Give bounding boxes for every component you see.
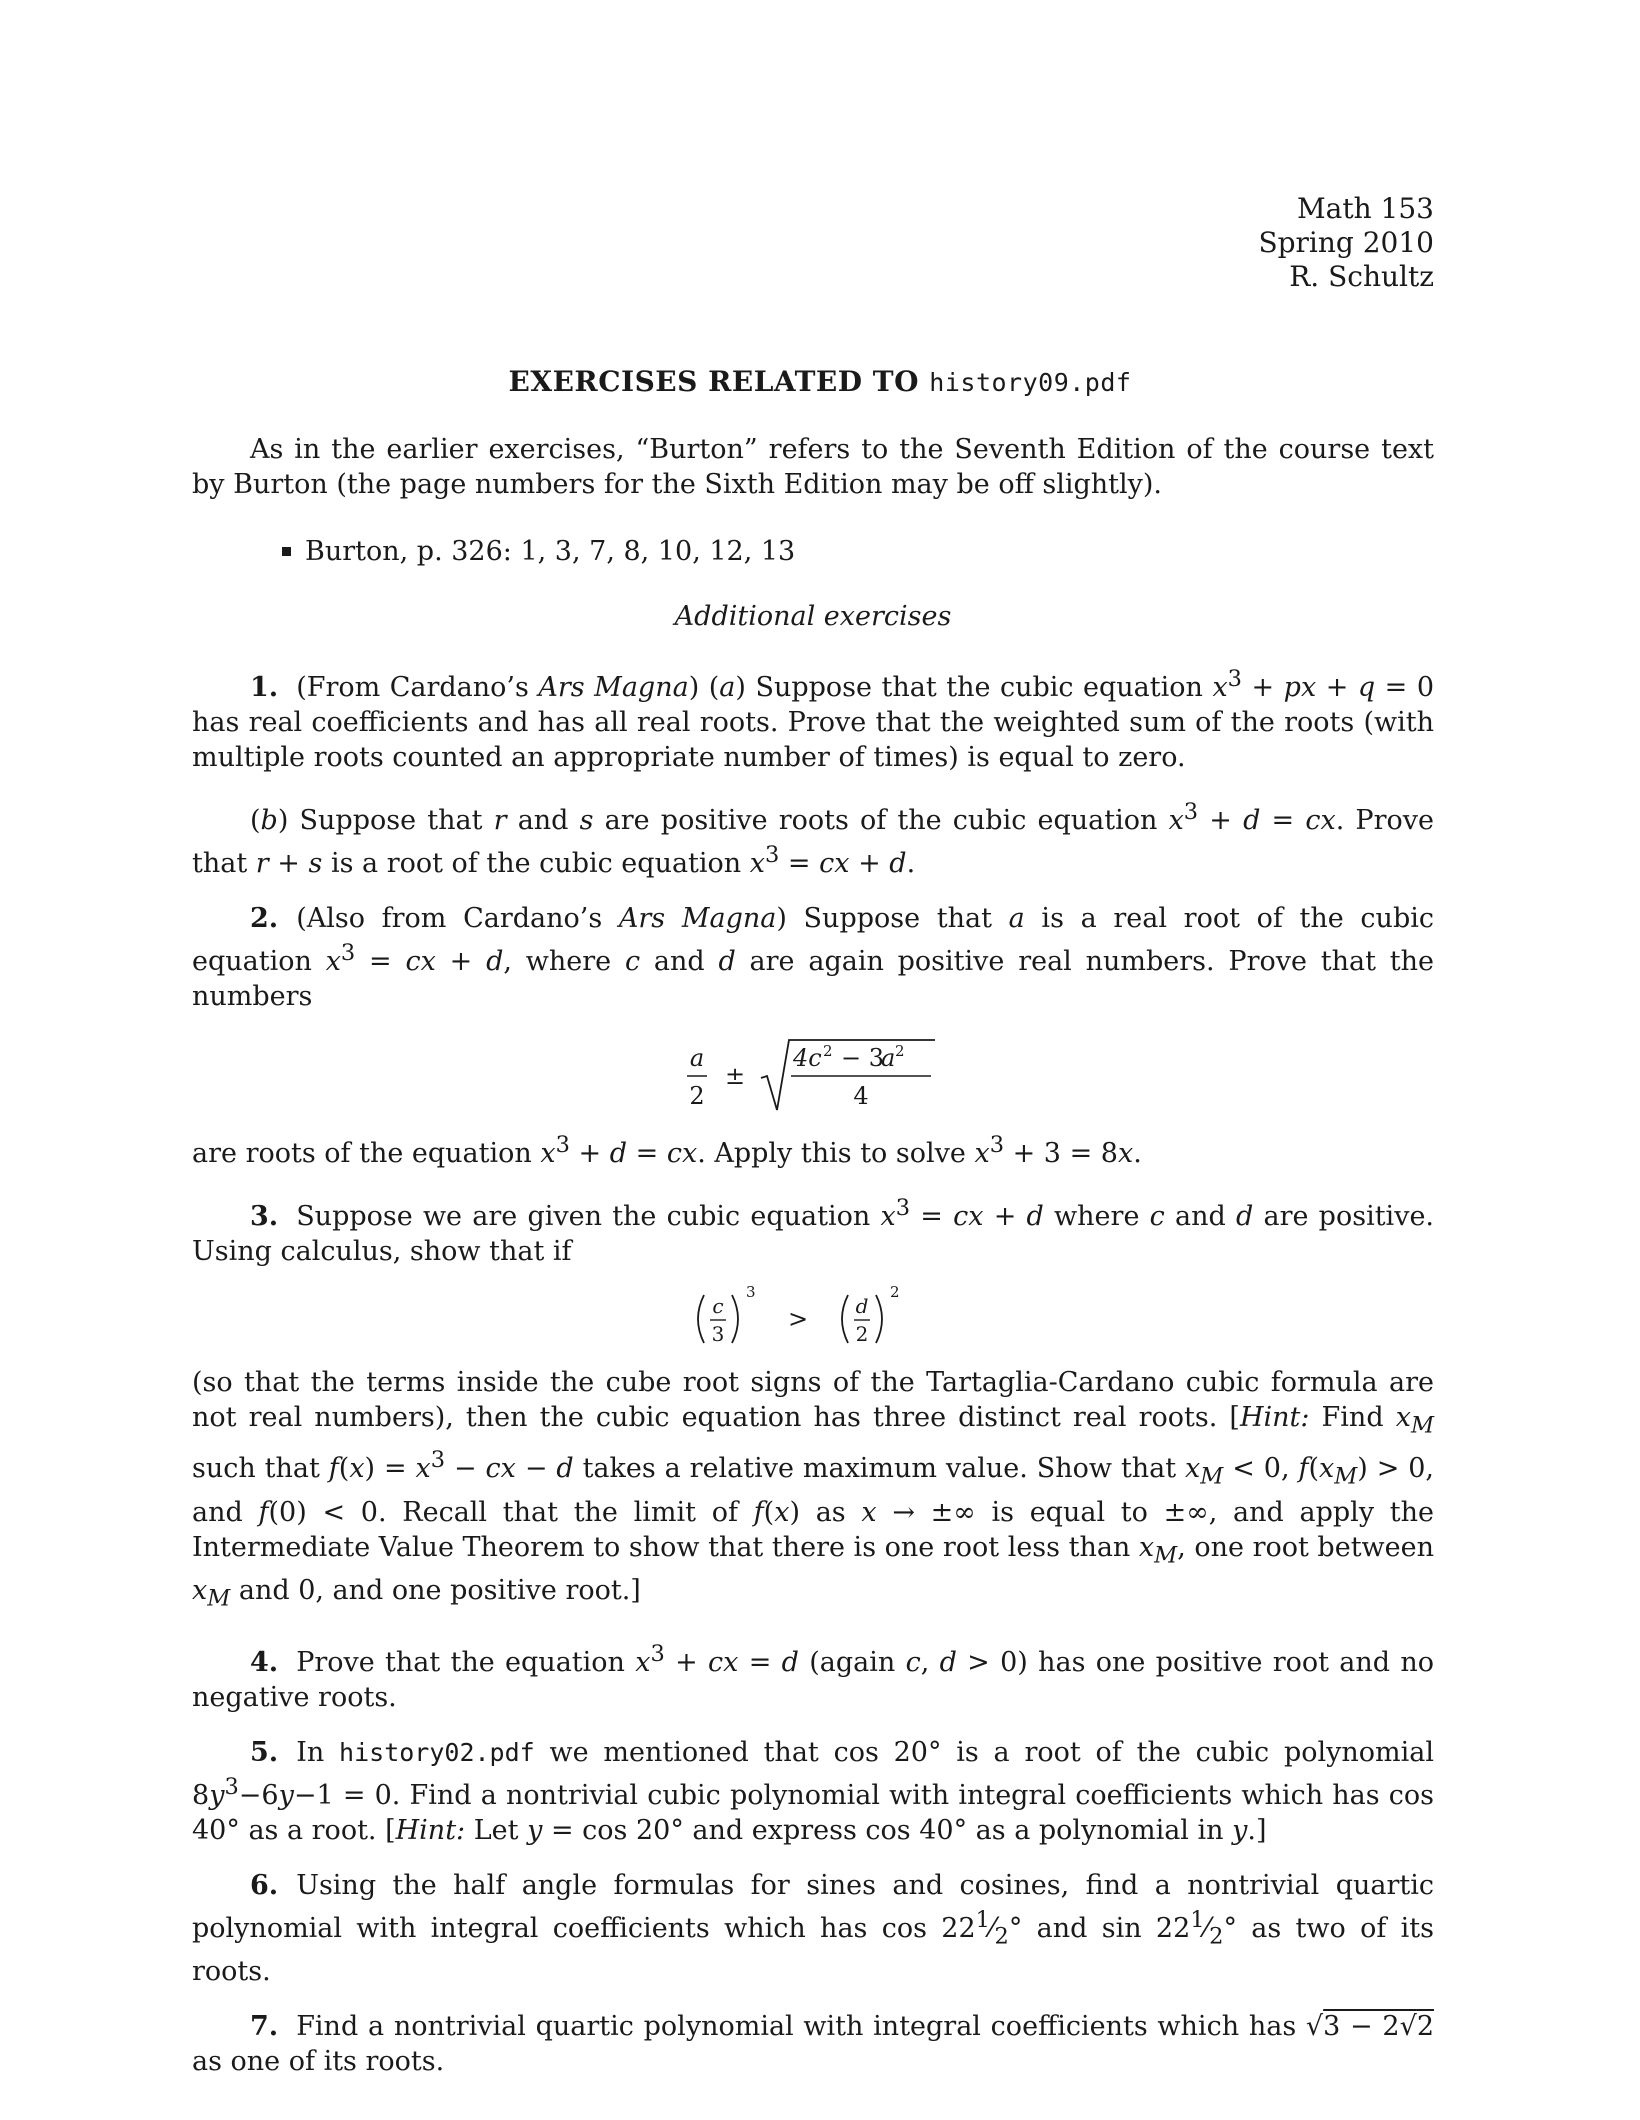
svg-text:2: 2 <box>890 1283 900 1301</box>
exercise-3-continued: (so that the terms inside the cube root signs of the Tartaglia-Cardano cubic formula are not real numbers), then the cubic equation has three distinct real roots. [Hint: Find $x_M$ such that $f(x) = x^3$ − cx − d takes a relative maximum value. Show that $x_M < 0$, $f(x_M) > 0$, and f(0) < 0. Recall that the limit of f(x) as x → ±∞ is equal to ±∞, and apply the Intermediate Value Theorem to show that there is one root less than $x_M$, one root between $x_M$ and 0, and one positive root.] <box>192 1367 1435 1612</box>
svg-text:3: 3 <box>746 1283 756 1301</box>
equation-roots-formula <box>192 1032 1434 1118</box>
svg-text:±: ± <box>724 1062 746 1090</box>
course-term: Spring 2010 <box>1258 226 1434 259</box>
formula-graphic <box>683 1032 943 1118</box>
exercise-number: 7. <box>250 2010 279 2042</box>
svg-text:a: a <box>881 1044 896 1072</box>
svg-text:3: 3 <box>711 1322 725 1346</box>
intro-paragraph: As in the earlier exercises, “Burton” refers to the Seventh Edition of the course text by Burton (the page numbers for the Sixth Edition may be off slightly). <box>192 434 1434 500</box>
svg-text:>: > <box>787 1305 809 1333</box>
svg-text:d: d <box>855 1294 869 1318</box>
assignment-text: Burton, p. 326: 1, 3, 7, 8, 10, 12, 13 <box>305 536 796 567</box>
bullet-square-icon <box>282 547 291 556</box>
exercise-1-part-a: 1. (From Cardano’s Ars Magna) (a) Suppose that the cubic equation $x^3$ + px + q = 0 has real coefficients and has all real roots. Prove that the weighted sum of the roots (with multiple roots counted an appropriate number of times) is equal to zero. <box>192 666 1434 773</box>
title-text: EXERCISES RELATED TO <box>508 365 920 398</box>
svg-text:2: 2 <box>895 1042 905 1060</box>
title-filename: history09.pdf <box>929 368 1132 397</box>
document-body <box>192 432 1434 2079</box>
exercise-number: 3. <box>250 1201 279 1232</box>
course-header <box>1258 192 1434 294</box>
exercise-number: 4. <box>250 1646 279 1678</box>
exercise-number: 1. <box>250 672 279 703</box>
svg-text:2: 2 <box>689 1082 705 1110</box>
course-name: Math 153 <box>1297 192 1434 225</box>
svg-text:a: a <box>689 1044 705 1072</box>
section-subheading: Additional exercises <box>674 601 952 632</box>
inequality-graphic <box>688 1275 938 1355</box>
exercise-5: 5. In history02.pdf we mentioned that cos 20° is a root of the cubic polynomial $8y^3-6y-1 = 0$. Find a nontrivial cubic polynomial with integral coefficients which has cos 40° as a root. [Hint: Let y = cos 20° and express cos 40° as a polynomial in y.] <box>192 1736 1434 1846</box>
exercise-1-part-b: (b) Suppose that r and s are positive roots of the cubic equation $x^3 + d$ = cx. Prove that r + s is a root of the cubic equation $x^3$ = cx + d. <box>192 799 1434 879</box>
svg-text:4: 4 <box>853 1082 869 1110</box>
exercise-4: 4. Prove that the equation $x^3$ + cx = d (again c, d > 0) has one positive root and no negative roots. <box>192 1640 1435 1713</box>
exercise-7: 7. Find a nontrivial quartic polynomial with integral coefficients which has √3 − 2√2 as one of its roots. <box>192 2010 1434 2077</box>
svg-text:4c: 4c <box>793 1044 822 1072</box>
exercise-number: 5. <box>250 1736 279 1768</box>
assignment-item <box>192 534 1434 569</box>
svg-text:2: 2 <box>823 1042 833 1060</box>
exercise-2-continued: are roots of the equation $x^3 + d$ = cx. Apply this to solve $x^3 + 3 = 8x$. <box>192 1132 1142 1169</box>
exercise-number: 2. <box>250 903 279 934</box>
exercise-6: 6. Using the half angle formulas for sines and cosines, find a nontrivial quartic polynomial with integral coefficients which has $\cos 22^1⁄_2^\circ$ and $\sin 22^1⁄_2^\circ$ as two of its roots. <box>192 1869 1434 1987</box>
course-author: R. Schultz <box>1289 260 1434 293</box>
svg-text:2: 2 <box>855 1322 869 1346</box>
svg-text:c: c <box>712 1294 724 1318</box>
exercise-5-filename: history02.pdf <box>339 1737 535 1767</box>
exercise-3: 3. Suppose we are given the cubic equation $x^3$ = cx + d where c and d are positive. Using calculus, show that if <box>192 1195 1435 1267</box>
exercise-number: 6. <box>250 1869 279 1901</box>
page-title <box>0 364 1640 400</box>
equation-inequality <box>192 1275 1434 1355</box>
svg-text:− 3: − 3 <box>841 1044 885 1072</box>
exercise-2: 2. (Also from Cardano’s Ars Magna) Suppose that a is a real root of the cubic equation $x^3$ = cx + d, where c and d are again positive real numbers. Prove that the numbers <box>192 903 1434 1012</box>
